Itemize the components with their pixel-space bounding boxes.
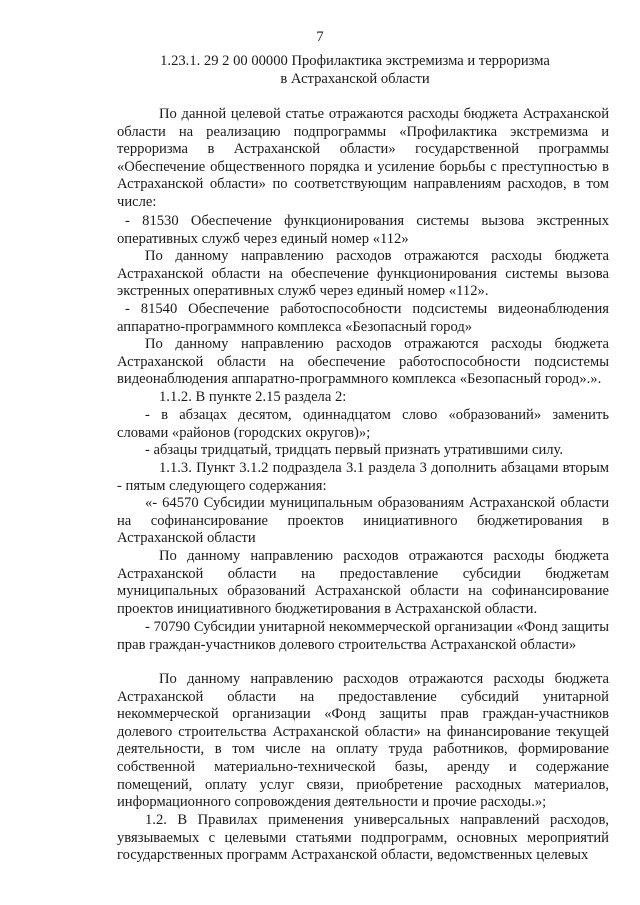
paragraph-70790-description: По данному направлению расходов отражаются расходы бюджета Астраханской области на предоставление субсидий унитарной некоммерческой организации «Фонд защиты прав граждан-участников долевого строительства Астраханской области» на финансирование текущей деятельности, в том числе на оплату труда работников, формирование собственной материально-технической базы, аренду и содержание помещений, оплату услуг связи, приобретение расходных материалов, информационного сопровождения деятельности и прочие расходы.»; [117, 671, 609, 811]
paragraph-amend-words: - в абзацах десятом, одиннадцатом слово «образований» заменить словами «районов (городских округов)»; [117, 407, 609, 441]
paragraph-81530-description: По данному направлению расходов отражаются расходы бюджета Астраханской области на обеспечение функционирования системы вызова экстренных оперативных служб через единый номер «112». [117, 248, 609, 300]
paragraph-81540-description: По данному направлению расходов отражаются расходы бюджета Астраханской области на обеспечение работоспособности подсистемы видеонаблюдения аппаратно-программного комплекса «Безопасный город».». [117, 336, 609, 388]
section-heading-line-1: 1.23.1. 29 2 00 00000 Профилактика экстремизма и терроризма [160, 53, 550, 69]
paragraph-70790: - 70790 Субсидии унитарной некоммерческой организации «Фонд защиты прав граждан-участников долевого строительства Астраханской области» [117, 619, 609, 653]
paragraph-1-1-2: 1.1.2. В пункте 2.15 раздела 2: [159, 389, 347, 405]
paragraph-64570-description: По данному направлению расходов отражаются расходы бюджета Астраханской области на предоставление субсидии бюджетам муниципальных образований Астраханской области на софинансирование проектов инициативного бюджетирования в Астраханской области. [117, 548, 609, 617]
paragraph-1-1-3: 1.1.3. Пункт 3.1.2 подраздела 3.1 раздела 3 дополнить абзацами вторым - пятым следующего содержания: [117, 460, 609, 494]
section-heading-line-2: в Астраханской области [280, 71, 430, 87]
paragraph-64570: «- 64570 Субсидии муниципальным образованиям Астраханской области на софинансирование проектов инициативного бюджетирования в Астраханской области [117, 495, 609, 547]
section-heading [120, 52, 590, 88]
paragraph-intro: По данной целевой статье отражаются расходы бюджета Астраханской области на реализацию подпрограммы «Профилактика экстремизма и терроризма в Астраханской области» государственной программы «Обеспечение общественного порядка и усиление борьбы с преступностью в Астраханской области» по соответствующим направлениям расходов, в том числе: [117, 106, 609, 210]
paragraph-repeal: - абзацы тридцатый, тридцать первый признать утратившими силу. [145, 442, 564, 458]
paragraph-81530: - 81530 Обеспечение функционирования системы вызова экстренных оперативных служб через единый номер «112» [117, 213, 609, 247]
page-number: 7 [316, 29, 324, 45]
paragraph-81540: - 81540 Обеспечение работоспособности подсистемы видеонаблюдения аппаратно-программного комплекса «Безопасный город» [117, 301, 609, 335]
paragraph-1-2: 1.2. В Правилах применения универсальных направлений расходов, увязываемых с целевыми статьями подпрограмм, основных мероприятий государственных программ Астраханской области, ведомственных целевых [117, 812, 609, 864]
